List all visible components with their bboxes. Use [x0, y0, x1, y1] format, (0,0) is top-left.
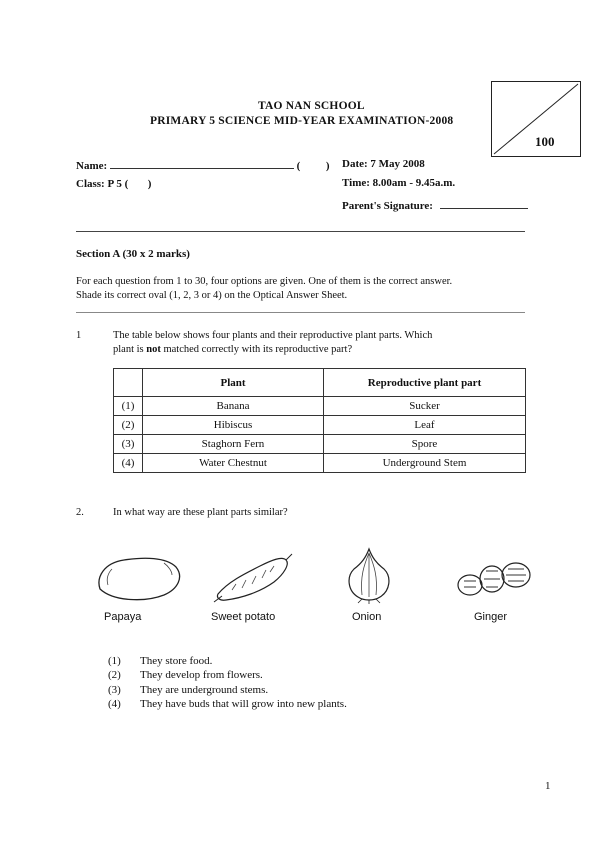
table-row: [114, 397, 526, 416]
table-cell-option: (1): [114, 397, 143, 416]
q2-option: [108, 655, 212, 667]
table-header-plant: Plant: [143, 369, 324, 397]
option-text: They are underground stems.: [140, 684, 269, 696]
table-cell-part: Spore: [324, 435, 526, 454]
option-number: (2): [108, 669, 121, 681]
option-number: (3): [108, 684, 121, 696]
table-cell-plant: Staghorn Fern: [143, 435, 324, 454]
table-cell-option: (3): [114, 435, 143, 454]
parent-signature-label: Parent's Signature:: [342, 200, 433, 212]
score-box: [491, 81, 581, 157]
picture-label-onion: Onion: [352, 611, 382, 623]
table-cell-part: Leaf: [324, 416, 526, 435]
header-divider: [76, 231, 525, 232]
table-cell-plant: Hibiscus: [143, 416, 324, 435]
name-field[interactable]: [110, 158, 294, 169]
option-text: They develop from flowers.: [140, 669, 263, 681]
q1-text-line2: [113, 344, 352, 355]
q2-option: [108, 669, 263, 681]
sweet-potato-illustration: [212, 550, 294, 604]
class-label: Class: P 5 (: [76, 178, 129, 190]
table-cell-plant: Banana: [143, 397, 324, 416]
exam-title: PRIMARY 5 SCIENCE MID-YEAR EXAMINATION-2008: [150, 115, 454, 127]
section-title: Section A (30 x 2 marks): [76, 248, 190, 260]
picture-label-ginger: Ginger: [474, 611, 508, 623]
section-instructions-line1: For each question from 1 to 30, four options are given. One of them is the correct answer.: [76, 276, 453, 287]
register-number-close: ): [325, 160, 330, 172]
picture-label-papaya: Papaya: [104, 611, 142, 623]
q2-number: 2.: [76, 507, 84, 518]
section-divider: [76, 312, 525, 313]
table-cell-option: (2): [114, 416, 143, 435]
page-number: 1: [545, 780, 551, 792]
class-field[interactable]: [131, 177, 145, 187]
picture-label-sweet-potato: Sweet potato: [211, 611, 276, 623]
class-row: [76, 177, 151, 190]
option-number: (1): [108, 655, 121, 667]
table-cell-part: Sucker: [324, 397, 526, 416]
name-row: [76, 158, 346, 172]
parent-signature-row: [342, 198, 528, 212]
q1-number: 1: [76, 330, 82, 341]
score-total: 100: [535, 134, 555, 149]
register-number-open: (: [296, 160, 301, 172]
option-number: (4): [108, 698, 121, 710]
exam-time: [342, 177, 455, 189]
class-close: ): [147, 178, 152, 190]
table-cell-plant: Water Chestnut: [143, 454, 324, 473]
ginger-illustration: [456, 557, 536, 601]
q2-text: In what way are these plant parts similar?: [113, 507, 288, 518]
q1-text-line1: The table below shows four plants and their reproductive plant parts. Which: [113, 330, 433, 341]
q2-option: [108, 684, 268, 696]
q2-option: [108, 698, 347, 710]
onion-illustration: [344, 545, 394, 605]
register-number-field[interactable]: [303, 159, 323, 169]
table-row: [114, 416, 526, 435]
table-header-part: Reproductive plant part: [324, 369, 526, 397]
option-text: They have buds that will grow into new plants.: [140, 698, 347, 710]
name-label: Name:: [76, 160, 108, 172]
table-row: [114, 435, 526, 454]
exam-date: Date: 7 May 2008: [342, 158, 425, 170]
option-text: They store food.: [140, 655, 213, 667]
section-instructions-line2: Shade its correct oval (1, 2, 3 or 4) on the Optical Answer Sheet.: [76, 290, 348, 301]
table-header-number: [114, 369, 143, 397]
school-name: TAO NAN SCHOOL: [258, 100, 365, 112]
exam-time-text: Time: 8.00am - 9.45a.m.: [342, 177, 456, 189]
q1-text-emphasis: not: [146, 344, 161, 355]
parent-signature-field[interactable]: [440, 198, 528, 209]
plant-table: [113, 368, 526, 473]
papaya-illustration: [94, 553, 184, 605]
table-row: [114, 454, 526, 473]
q1-text-a: plant is: [113, 344, 147, 355]
table-cell-option: (4): [114, 454, 143, 473]
q1-text-b: matched correctly with its reproductive part?: [160, 344, 353, 355]
table-header-row: [114, 369, 526, 397]
table-cell-part: Underground Stem: [324, 454, 526, 473]
